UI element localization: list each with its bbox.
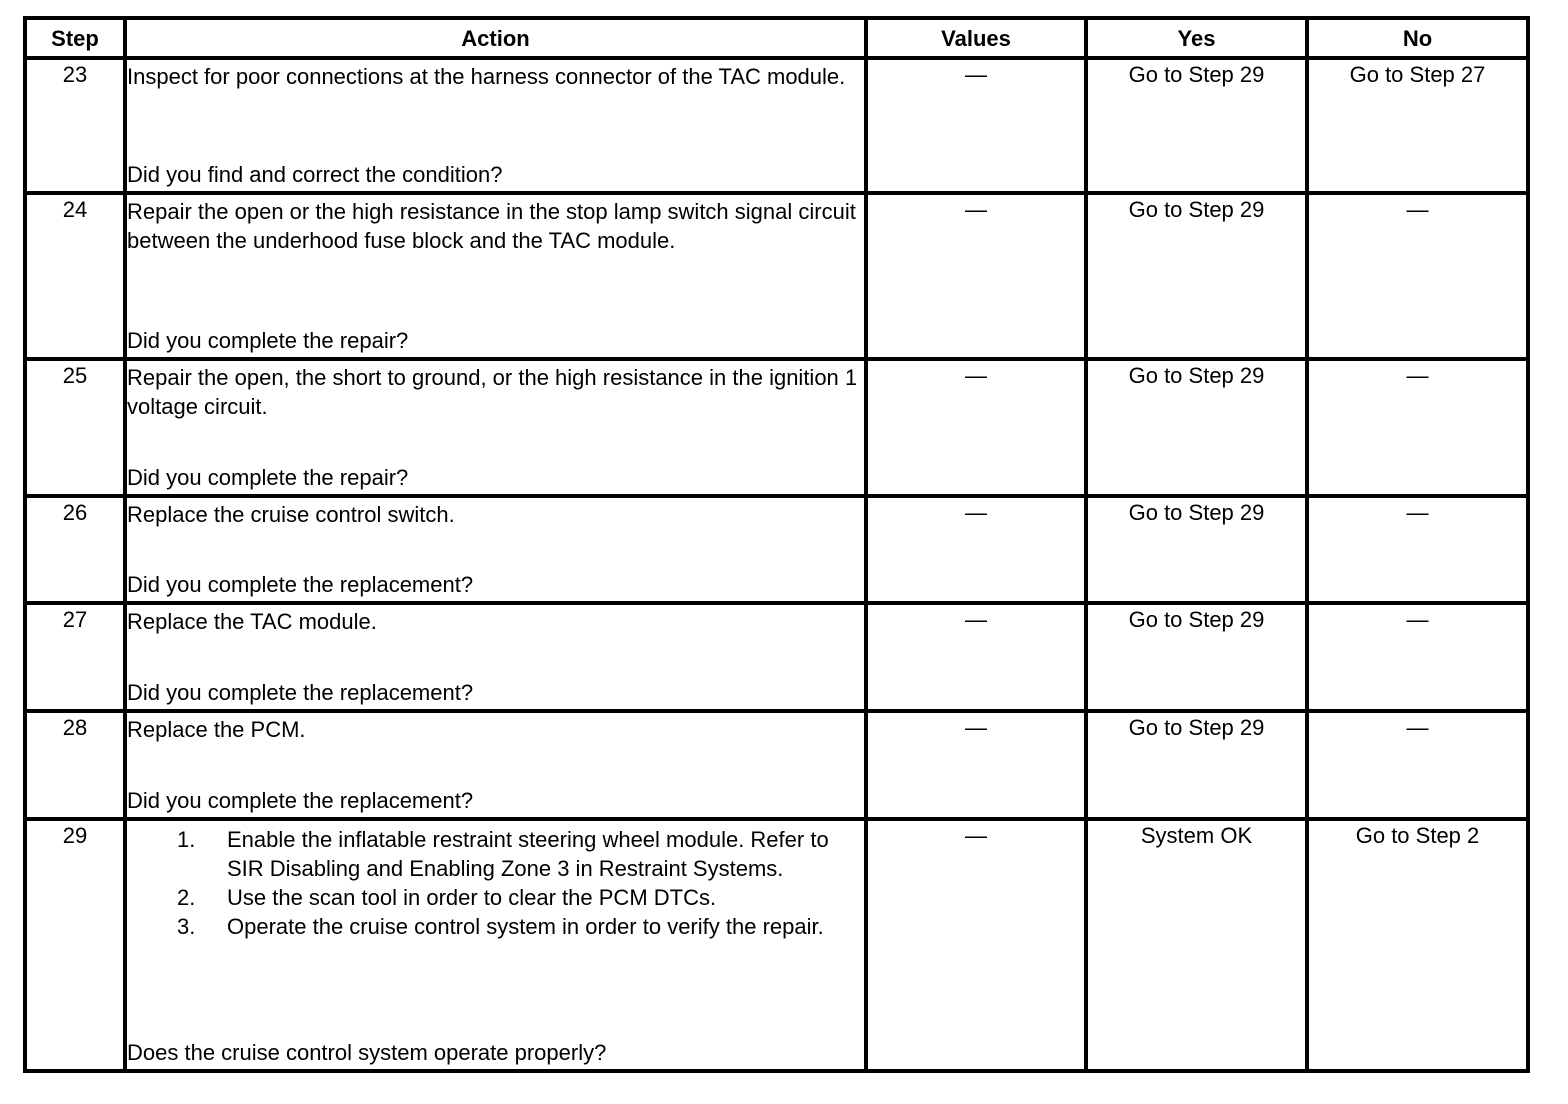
table-row xyxy=(25,603,1528,711)
list-item xyxy=(127,883,864,912)
values-cell: — xyxy=(866,603,1086,711)
table-row xyxy=(25,496,1528,603)
diagnostic-table xyxy=(23,16,1530,1073)
list-item xyxy=(127,825,864,883)
action-question: Does the cruise control system operate properly? xyxy=(127,1040,607,1065)
header-row xyxy=(25,18,1528,58)
action-text: Replace the PCM. xyxy=(127,717,306,742)
values-cell: — xyxy=(866,711,1086,819)
header-yes: Yes xyxy=(1086,18,1307,58)
no-cell: Go to Step 27 xyxy=(1307,58,1528,193)
header-action: Action xyxy=(125,18,866,58)
action-cell xyxy=(125,58,866,193)
table-row xyxy=(25,819,1528,1071)
header-no: No xyxy=(1307,18,1528,58)
list-item-text: Enable the inflatable restraint steering wheel module. Refer to SIR Disabling and Enabling Zone 3 in Restraint Systems. xyxy=(227,827,829,881)
table-row xyxy=(25,193,1528,359)
action-text: Repair the open, the short to ground, or the high resistance in the ignition 1 voltage circuit. xyxy=(127,365,858,419)
header-step: Step xyxy=(25,18,125,58)
no-cell: — xyxy=(1307,193,1528,359)
action-question: Did you complete the replacement? xyxy=(127,788,474,813)
action-question: Did you complete the repair? xyxy=(127,328,409,353)
no-cell: — xyxy=(1307,711,1528,819)
action-text: Replace the TAC module. xyxy=(127,609,377,634)
table-row xyxy=(25,711,1528,819)
step-number: 27 xyxy=(25,603,125,711)
action-cell xyxy=(125,193,866,359)
values-cell: — xyxy=(866,819,1086,1071)
yes-cell: Go to Step 29 xyxy=(1086,359,1307,496)
no-cell: — xyxy=(1307,359,1528,496)
action-text: Inspect for poor connections at the harness connector of the TAC module. xyxy=(127,64,846,89)
yes-cell: Go to Step 29 xyxy=(1086,603,1307,711)
table-row xyxy=(25,58,1528,193)
yes-cell: Go to Step 29 xyxy=(1086,193,1307,359)
action-cell xyxy=(125,603,866,711)
table-row xyxy=(25,359,1528,496)
yes-cell: Go to Step 29 xyxy=(1086,496,1307,603)
step-number: 28 xyxy=(25,711,125,819)
yes-cell: Go to Step 29 xyxy=(1086,711,1307,819)
values-cell: — xyxy=(866,193,1086,359)
list-item xyxy=(127,912,864,941)
yes-cell: System OK xyxy=(1086,819,1307,1071)
no-cell: Go to Step 2 xyxy=(1307,819,1528,1071)
list-item-text: Operate the cruise control system in order to verify the repair. xyxy=(227,914,824,939)
step-number: 25 xyxy=(25,359,125,496)
action-cell xyxy=(125,711,866,819)
values-cell: — xyxy=(866,359,1086,496)
action-cell xyxy=(125,359,866,496)
yes-cell: Go to Step 29 xyxy=(1086,58,1307,193)
action-text: Replace the cruise control switch. xyxy=(127,502,455,527)
no-cell: — xyxy=(1307,603,1528,711)
list-item-number: 1. xyxy=(177,827,196,852)
step-number: 24 xyxy=(25,193,125,359)
action-question: Did you complete the replacement? xyxy=(127,680,474,705)
list-item-number: 2. xyxy=(177,885,196,910)
header-values: Values xyxy=(866,18,1086,58)
action-question: Did you find and correct the condition? xyxy=(127,162,503,187)
values-cell: — xyxy=(866,496,1086,603)
step-number: 29 xyxy=(25,819,125,1071)
list-item-text: Use the scan tool in order to clear the PCM DTCs. xyxy=(227,885,717,910)
action-question: Did you complete the replacement? xyxy=(127,572,474,597)
step-number: 26 xyxy=(25,496,125,603)
values-cell: — xyxy=(866,58,1086,193)
action-steps-list xyxy=(127,825,864,941)
no-cell: — xyxy=(1307,496,1528,603)
action-text: Repair the open or the high resistance in the stop lamp switch signal circuit between the underhood fuse block and the TAC module. xyxy=(127,199,856,253)
action-cell xyxy=(125,496,866,603)
list-item-number: 3. xyxy=(177,914,196,939)
action-question: Did you complete the repair? xyxy=(127,465,409,490)
step-number: 23 xyxy=(25,58,125,193)
action-cell xyxy=(125,819,866,1071)
